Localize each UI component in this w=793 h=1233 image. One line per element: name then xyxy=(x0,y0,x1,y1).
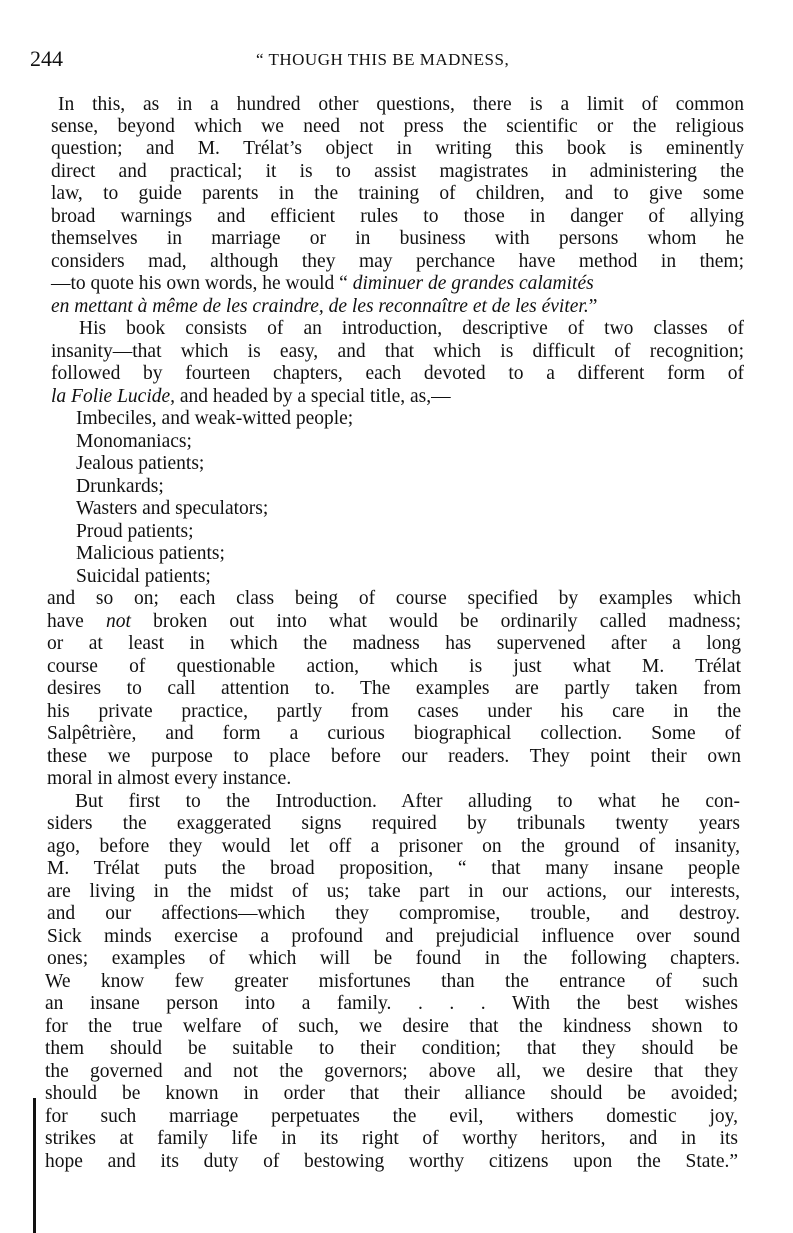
text-line: question; and M. Trélat’s object in writing this book is eminently xyxy=(51,138,744,159)
list-item: Drunkards; xyxy=(76,476,164,497)
text-line: and our affections—which they compromise, trouble, and destroy. xyxy=(47,903,740,924)
italic-title: la Folie Lucide, xyxy=(51,386,176,407)
text-line: In this, as in a hundred other questions, there is a limit of common xyxy=(58,94,744,115)
italic-emphasis: not xyxy=(106,611,131,632)
list-item: Wasters and speculators; xyxy=(76,498,269,519)
quote-close: ” xyxy=(588,296,598,317)
text-line xyxy=(51,273,744,295)
list-item: Jealous patients; xyxy=(76,453,205,474)
page-header xyxy=(30,46,760,76)
text-line: course of questionable action, which is just what M. Trélat xyxy=(47,656,741,677)
text-line: followed by fourteen chapters, each devoted to a different form of xyxy=(51,363,744,384)
list-item: Proud patients; xyxy=(76,521,194,542)
french-quote: en mettant à même de les craindre, de les reconnaître et de les éviter. xyxy=(51,296,589,317)
text-line: are living in the midst of us; take part in our actions, our interests, xyxy=(47,881,740,902)
text-line: But first to the Introduction. After alluding to what he con- xyxy=(75,791,740,812)
text-line: ones; examples of which will be found in the following chapters. xyxy=(47,948,740,969)
text-line: siders the exaggerated signs required by tribunals twenty years xyxy=(47,813,740,834)
list-item: Imbeciles, and weak-witted people; xyxy=(76,408,354,429)
text-line: the governed and not the governors; above all, we desire that they xyxy=(45,1061,738,1082)
text-line: for the true welfare of such, we desire that the kindness shown to xyxy=(45,1016,738,1037)
text-line: an insane person into a family. . . . With the best wishes xyxy=(45,993,738,1014)
text-line: Sick minds exercise a profound and prejudicial influence over sound xyxy=(47,926,740,947)
text-line: strikes at family life in its right of worthy heritors, and in its xyxy=(45,1128,738,1149)
text-line: them should be suitable to their condition; that they should be xyxy=(45,1038,738,1059)
text-line: moral in almost every instance. xyxy=(47,768,292,789)
text-line: We know few greater misfortunes than the entrance of such xyxy=(45,971,738,992)
text-line: considers mad, although they may perchance have method in them; xyxy=(51,251,744,272)
text-line xyxy=(51,386,744,408)
text-span: and headed by a special title, as,— xyxy=(175,386,451,407)
text-line: or at least in which the madness has supervened after a long xyxy=(47,633,741,654)
text-line: hope and its duty of bestowing worthy citizens upon the State.” xyxy=(45,1151,738,1172)
running-head: “ THOUGH THIS BE MADNESS, xyxy=(256,50,510,69)
quote-lead: —to quote his own words, he would “ xyxy=(51,273,353,294)
text-line: Salpêtrière, and form a curious biographical collection. Some of xyxy=(47,723,741,744)
text-line: insanity—that which is easy, and that which is difficult of recognition; xyxy=(51,341,744,362)
text-line: desires to call attention to. The examples are partly taken from xyxy=(47,678,741,699)
text-line: his private practice, partly from cases under his care in the xyxy=(47,701,741,722)
text-line: law, to guide parents in the training of children, and to give some xyxy=(51,183,744,204)
list-item: Malicious patients; xyxy=(76,543,225,564)
text-line: sense, beyond which we need not press the scientific or the religious xyxy=(51,116,744,137)
list-item: Suicidal patients; xyxy=(76,566,211,587)
page-number: 244 xyxy=(30,46,63,71)
text-line: and so on; each class being of course specified by examples which xyxy=(47,588,741,609)
text-line: for such marriage perpetuates the evil, withers domestic joy, xyxy=(45,1106,738,1127)
margin-rule xyxy=(33,1098,36,1233)
text-line xyxy=(51,296,744,318)
list-item: Monomaniacs; xyxy=(76,431,192,452)
text-span: have xyxy=(47,611,106,632)
text-line: should be known in order that their alliance should be avoided; xyxy=(45,1083,738,1104)
text-line: ago, before they would let off a prisoner on the ground of insanity, xyxy=(47,836,740,857)
text-line: direct and practical; it is to assist magistrates in administering the xyxy=(51,161,744,182)
text-line xyxy=(47,611,741,633)
text-line: themselves in marriage or in business with persons whom he xyxy=(51,228,744,249)
text-line: His book consists of an introduction, descriptive of two classes of xyxy=(79,318,744,339)
text-line: these we purpose to place before our readers. They point their own xyxy=(47,746,741,767)
french-quote: diminuer de grandes calamités xyxy=(352,273,594,294)
text-line: broad warnings and efficient rules to those in danger of allying xyxy=(51,206,744,227)
text-line: M. Trélat puts the broad proposition, “ that many insane people xyxy=(47,858,740,879)
text-span: broken out into what would be ordinarily called madness; xyxy=(130,611,742,632)
